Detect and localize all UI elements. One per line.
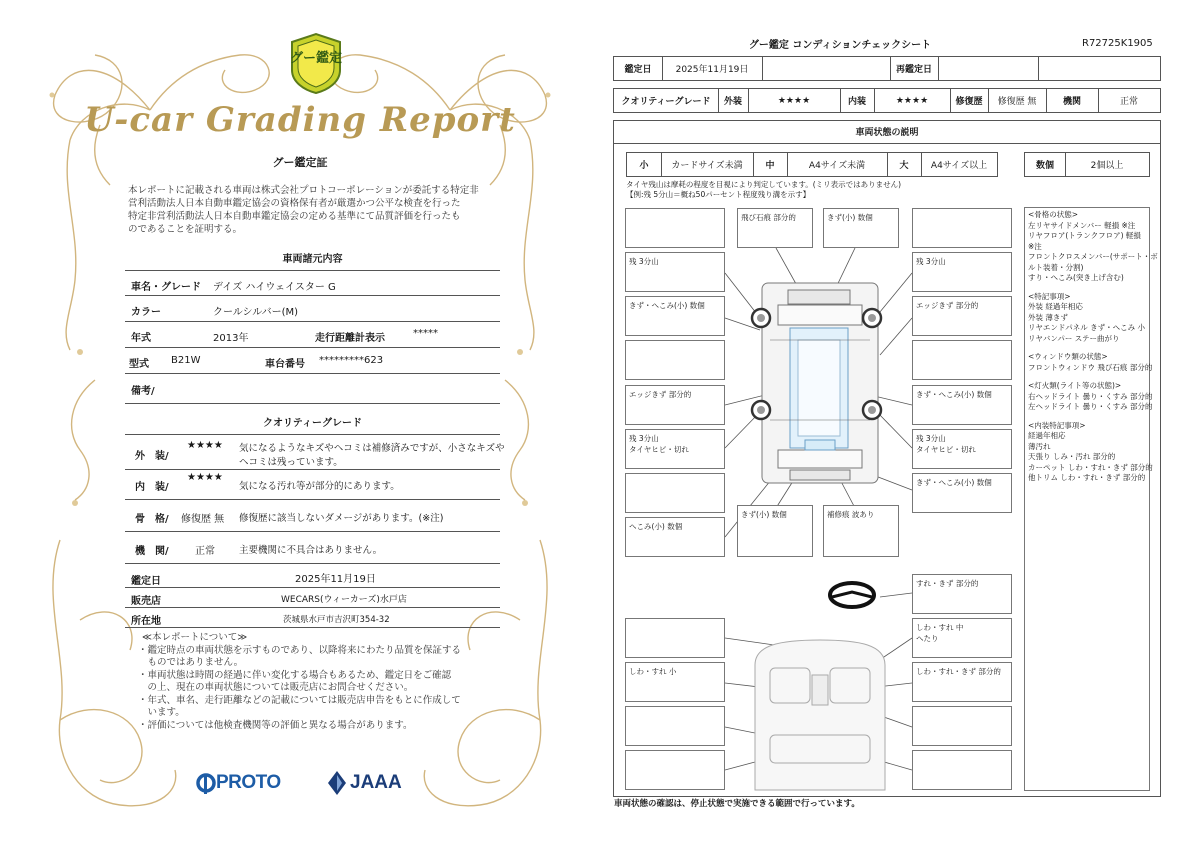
annotation-box: [625, 618, 725, 658]
condition-details: [1028, 210, 1158, 484]
size-mid-desc: A4サイズ未満: [808, 161, 866, 171]
tire-note: タイヤ残山は摩耗の程度を目視により判定しています。(ミリ表示ではありません): [626, 180, 902, 189]
annotation-text: きず・へこみ(小) 数個: [916, 390, 992, 399]
spec-row-name: [125, 270, 500, 296]
annotation-box: [912, 252, 1012, 292]
annotation-text: [916, 622, 963, 644]
annotation-box: [625, 473, 725, 513]
name-label: 車名・グレード: [131, 282, 201, 293]
size-small: 小: [639, 161, 649, 171]
annotation-box: [625, 385, 725, 425]
annotation-box: [912, 208, 1012, 248]
chassis-value: *********623: [319, 355, 384, 366]
annotation-box: [912, 385, 1012, 425]
spec-row-year: [125, 322, 500, 348]
detail-line: すり・へこみ(突き上げ含む): [1028, 273, 1124, 282]
annotation-box: [625, 662, 725, 702]
annotation-text: きず(小) 数個: [827, 213, 873, 222]
engine-value: 正常: [1119, 97, 1138, 107]
repair-value: 修復歴 無: [997, 97, 1037, 107]
spec-row-color: [125, 296, 500, 322]
quality-section-title: クオリティーグレード: [263, 418, 362, 429]
detail-line: リヤエンドパネル きず・へこみ 小: [1028, 323, 1145, 332]
year-label: 年式: [131, 333, 151, 344]
annotation-text: しわ・すれ 小: [629, 667, 677, 676]
frame-value: 修復歴 無: [181, 514, 225, 525]
detail-line: フロントウィンドウ 飛び石痕 部分的: [1028, 362, 1153, 372]
engine-desc: 主要機関に不具合はありません。: [239, 545, 383, 556]
annotation-box: [625, 340, 725, 380]
dealer-label: 販売店: [131, 596, 161, 607]
model-label: 型式: [129, 359, 149, 370]
engine-label: 機 関/: [135, 546, 169, 557]
reinspect-label: 再鑑定日: [895, 65, 932, 75]
repair-label: 修復歴: [955, 97, 983, 107]
annotation-text: 残 3分山: [916, 257, 946, 266]
spec-row-remarks: [125, 374, 500, 404]
interior-stars: ★★★★: [187, 472, 223, 483]
size-small-desc: カードサイズ未満: [671, 161, 743, 171]
jaaa-logo-text: JAAA: [350, 772, 402, 793]
annotation-box: [737, 505, 813, 557]
dealer-value: WECARS(ウィーカーズ)水戸店: [281, 595, 407, 605]
report-code: R72725K1905: [1082, 38, 1153, 49]
note-line: の上、現在の車両状態については販売店にお問合せください。: [138, 682, 414, 693]
engine-label: 機関: [1062, 97, 1081, 107]
detail-line: カーペット しわ・すれ・きず 部分的: [1028, 462, 1153, 472]
detail-line: 外装 薄きず: [1028, 312, 1068, 322]
special-heading: <特記事項>: [1028, 291, 1071, 301]
annotation-box: [625, 296, 725, 336]
annotation-line: タイヤヒビ・切れ: [629, 445, 689, 454]
quality-row-exterior: [125, 434, 505, 470]
name-value: デイズ ハイウェイスター G: [213, 282, 336, 293]
annotation-text: 補修痕 波あり: [827, 510, 875, 519]
footer-note: 車両状態の確認は、停止状態で実施できる範囲で行っています。: [614, 799, 860, 809]
sheet-title: グー鑑定 コンディションチェックシート: [748, 40, 932, 51]
annotation-text: [629, 433, 689, 455]
year-value: 2013年: [213, 333, 249, 344]
jaaa-logo-icon: [327, 770, 347, 796]
exterior-desc: ヘコミは残っています。: [239, 457, 343, 468]
goo-grading-badge-icon: [288, 32, 344, 94]
annotation-line: しわ・すれ 中: [916, 623, 964, 632]
size-mid: 中: [765, 161, 775, 171]
report-notes: [138, 632, 498, 732]
quality-label: クオリティーグレード: [621, 97, 711, 107]
detail-line: リヤバンパー ステー曲がり: [1028, 333, 1120, 343]
annotation-text: しわ・すれ・きず 部分的: [916, 667, 1001, 676]
detail-line: 外装 経過年相応: [1028, 302, 1083, 311]
certificate-title: グー鑑定証: [272, 156, 328, 169]
exterior-desc: 気になるようなキズやヘコミは補修済みですが、小さなキズや: [239, 443, 505, 454]
date-label: 鑑定日: [624, 65, 652, 75]
annotation-box: [625, 252, 725, 292]
annotation-box: [912, 340, 1012, 380]
detail-line: 左リヤサイドメンバー 軽損 ※注: [1028, 220, 1136, 230]
annotation-text: 残 3分山: [629, 257, 659, 266]
annotation-box: [912, 662, 1012, 702]
certificate-statement: [128, 184, 498, 236]
frame-desc: 修復歴に該当しないダメージがあります。(※注): [239, 513, 444, 524]
note-line: ・年式、車名、走行距離などの記載については販売店申告をもとに作成して: [138, 694, 461, 706]
annotation-box: [912, 618, 1012, 658]
statement-line: 特定非営利活動法人日本自動車鑑定協会の定める基準にて品質評価を行ったも: [128, 211, 461, 222]
detail-line: 経過年相応: [1028, 431, 1066, 440]
model-value: B21W: [171, 355, 201, 366]
proto-logo-text: PROTO: [216, 772, 281, 793]
annotation-box: [912, 706, 1012, 746]
annotation-line: タイヤヒビ・切れ: [916, 445, 976, 454]
annotation-box: [625, 429, 725, 469]
note-line: ・評価については他検査機関等の評価と異なる場合があります。: [138, 719, 413, 731]
annotation-line: へたり: [916, 634, 939, 643]
annotation-line: 残 3分山: [629, 434, 659, 443]
spec-row-model: [125, 348, 500, 374]
quality-row-engine: [125, 532, 500, 564]
detail-line: 薄汚れ: [1028, 441, 1051, 451]
note-line: ・鑑定時点の車両状態を示すものであり、以降将来にわたり品質を保証する: [138, 644, 462, 656]
remarks-label: 備考/: [131, 386, 155, 397]
annotation-box: [912, 429, 1012, 469]
annotation-text: きず(小) 数個: [741, 510, 787, 519]
annotation-text: [916, 433, 976, 455]
condition-title: 車両状態の説明: [613, 120, 1161, 144]
date-label: 鑑定日: [131, 576, 161, 587]
int-label: 内装: [847, 97, 866, 107]
annotation-line: 残 3分山: [916, 434, 946, 443]
statement-line: 営利活動法人日本自動車鑑定協会の資格保有者が厳選かつ公平な検査を行った: [128, 198, 461, 209]
statement-line: のであることを証明する。: [128, 224, 243, 235]
color-value: クールシルバー(M): [213, 307, 299, 318]
badge-text: グー鑑定: [289, 51, 343, 66]
annotation-box: [823, 208, 899, 248]
count-label: 数個: [1035, 161, 1054, 171]
row-address: [125, 608, 500, 628]
annotation-box: [625, 750, 725, 790]
exterior-label: 外 装/: [135, 451, 169, 462]
address-label: 所在地: [131, 616, 161, 627]
annotation-box: [912, 473, 1012, 513]
address-value: 茨城県水戸市吉沢町354-32: [283, 615, 390, 625]
proto-logo-icon: [196, 772, 216, 796]
annotation-text: すれ・きず 部分的: [916, 579, 979, 588]
detail-line: リヤフロア(トランクフロア) 軽損: [1028, 231, 1141, 240]
engine-value: 正常: [195, 546, 215, 557]
annotation-box: [823, 505, 899, 557]
frame-label: 骨 格/: [135, 514, 169, 525]
annotation-box: [625, 706, 725, 746]
quality-row-frame: [125, 500, 500, 532]
spec-section-title: 車両諸元内容: [282, 254, 343, 265]
date-value: 2025年11月19日: [295, 574, 376, 585]
size-large: 大: [899, 161, 909, 171]
annotation-box: [737, 208, 813, 248]
exterior-stars: ★★★★: [187, 440, 223, 451]
report-script-title: U-car Grading Report: [84, 100, 516, 140]
notes-heading: ≪本レポートについて≫: [142, 632, 248, 643]
row-date: [125, 568, 500, 588]
annotation-text: へこみ(小) 数個: [629, 522, 683, 531]
annotation-text: 飛び石痕 部分的: [741, 213, 796, 222]
annotation-box: [625, 208, 725, 248]
window-heading: <ウィンドウ類の状態>: [1028, 352, 1108, 361]
annotation-box: [625, 517, 725, 557]
detail-line: 天張り しみ・汚れ 部分的: [1028, 452, 1116, 461]
count-desc: 2個以上: [1090, 161, 1124, 171]
annotation-box: [912, 574, 1012, 614]
frame-heading: <骨格の状態>: [1028, 210, 1079, 219]
annotation-text: きず・へこみ(小) 数個: [916, 478, 992, 487]
color-label: カラー: [131, 307, 161, 318]
tire-example: 【例:残 5分山＝概ね50パーセント程度残り溝を示す】: [626, 190, 811, 199]
condition-check-sheet: [600, 0, 1200, 848]
statement-line: 本レポートに記載される車両は株式会社プロトコーポレーションが委託する特定非: [128, 185, 479, 196]
note-line: います。: [138, 707, 185, 718]
light-heading: <灯火類(ライト等の状態)>: [1028, 381, 1122, 390]
annotation-text: エッジきず 部分的: [916, 301, 979, 310]
detail-line: ※注: [1028, 241, 1042, 251]
note-line: ものではありません。: [138, 657, 244, 668]
detail-line: ルト装着・分割): [1028, 262, 1084, 272]
mileage-value: *****: [413, 328, 438, 339]
ext-label: 外装: [723, 97, 742, 107]
size-large-desc: A4サイズ以上: [930, 161, 988, 171]
detail-line: 右ヘッドライト 曇り・くすみ 部分的: [1028, 391, 1153, 401]
interior-heading: <内装特記事項>: [1028, 420, 1086, 430]
int-stars: ★★★★: [895, 95, 929, 106]
interior-desc: 気になる汚れ等が部分的にあります。: [239, 481, 400, 492]
interior-label: 内 装/: [135, 482, 169, 493]
annotation-box: [912, 750, 1012, 790]
ext-stars: ★★★★: [777, 95, 811, 106]
mileage-label: 走行距離計表示: [315, 333, 385, 344]
detail-line: 左ヘッドライト 曇り・くすみ 部分的: [1028, 402, 1153, 411]
detail-line: 他トリム しわ・すれ・きず 部分的: [1028, 473, 1146, 482]
annotation-text: エッジきず 部分的: [629, 390, 692, 399]
detail-line: フロントクロスメンバー(サポート・ボ: [1028, 252, 1158, 261]
row-dealer: [125, 588, 500, 608]
quality-row-interior: [125, 470, 500, 500]
steering-wheel-icon: [830, 583, 874, 607]
annotation-text: きず・へこみ(小) 数個: [629, 301, 705, 310]
chassis-label: 車台番号: [265, 359, 305, 370]
note-line: ・車両状態は時間の経過に伴い変化する場合もあるため、鑑定日をご確認: [138, 669, 452, 681]
date-value: 2025年11月19日: [675, 65, 749, 75]
annotation-box: [912, 296, 1012, 336]
